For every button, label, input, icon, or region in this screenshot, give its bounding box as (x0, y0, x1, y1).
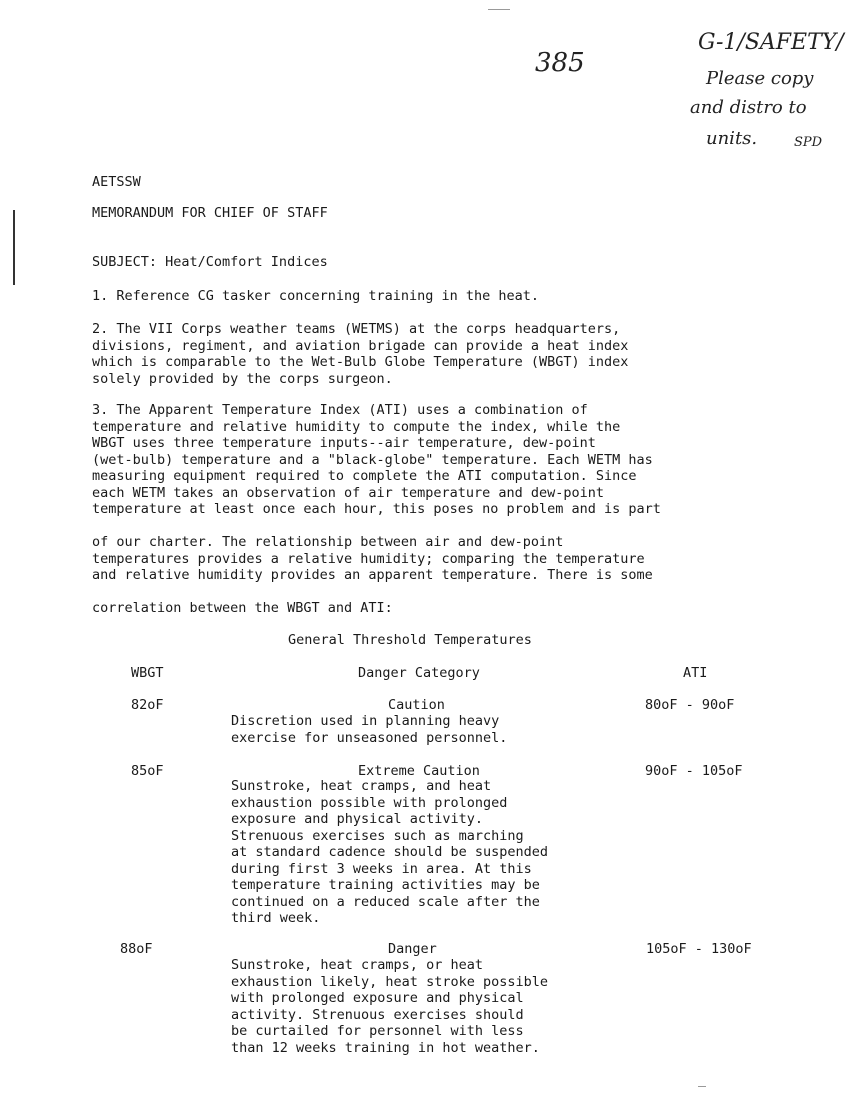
text-line: exhaustion possible with prolonged (231, 794, 508, 811)
table-row-category: Caution (388, 697, 445, 713)
text-line: solely provided by the corps surgeon. (92, 370, 393, 387)
handwritten-initials: SPD (794, 135, 823, 150)
text-line: exercise for unseasoned personnel. (231, 729, 508, 746)
text-line: 2. The VII Corps weather teams (WETMS) at the corps headquarters, (92, 321, 621, 337)
text-line: each WETM takes an observation of air temperature and dew-point (92, 484, 605, 501)
subject-line: SUBJECT: Heat/Comfort Indices (92, 254, 328, 270)
table-row-description (231, 778, 548, 927)
text-line: of our charter. The relationship between air and dew-point (92, 534, 564, 550)
text-line: activity. Strenuous exercises should (231, 1006, 524, 1023)
handwritten-note-line: and distro to (690, 97, 807, 118)
text-line: during first 3 weeks in area. At this (231, 860, 532, 877)
text-line: third week. (231, 910, 321, 926)
text-line: (wet-bulb) temperature and a "black-globe" temperature. Each WETM has (92, 451, 653, 468)
text-line: be curtailed for personnel with less (231, 1023, 524, 1039)
handwritten-page-number: 385 (535, 48, 585, 78)
table-row-wbgt: 88oF (120, 941, 153, 957)
text-line: exhaustion likely, heat stroke possible (231, 973, 548, 990)
office-symbol: AETSSW (92, 174, 141, 190)
text-line: temperatures provides a relative humidity; comparing the temperature (92, 550, 645, 567)
paragraph-3-end (92, 600, 393, 617)
text-line: measuring equipment required to complete the ATI computation. Since (92, 468, 637, 484)
text-line: and relative humidity provides an apparent temperature. There is some (92, 567, 653, 583)
text-line: Sunstroke, heat cramps, and heat (231, 778, 492, 794)
text-line: temperature training activities may be (231, 877, 540, 893)
table-row-ati: 80oF - 90oF (645, 697, 735, 713)
table-row-wbgt: 82oF (131, 697, 164, 713)
text-line: 1. Reference CG tasker concerning training in the heat. (92, 288, 540, 304)
text-line: with prolonged exposure and physical (231, 990, 524, 1006)
column-header-ati: ATI (683, 665, 708, 681)
text-line: Discretion used in planning heavy (231, 713, 500, 729)
text-line: 3. The Apparent Temperature Index (ATI) uses a combination of (92, 402, 588, 418)
text-line: divisions, regiment, and aviation brigade can provide a heat index (92, 337, 629, 354)
text-line: exposure and physical activity. (231, 811, 483, 827)
table-title: General Threshold Temperatures (288, 632, 532, 648)
paragraph-3-continued (92, 534, 653, 584)
scan-artifact (698, 1086, 706, 1087)
handwritten-note-line: Please copy (706, 68, 814, 89)
text-line: WBGT uses three temperature inputs--air temperature, dew-point (92, 435, 596, 451)
paragraph-1 (92, 288, 539, 305)
scan-artifact (488, 9, 510, 10)
table-row-category: Danger (388, 941, 437, 957)
table-row-wbgt: 85oF (131, 763, 164, 779)
text-line: Strenuous exercises such as marching (231, 827, 524, 844)
text-line: continued on a reduced scale after the (231, 893, 540, 910)
text-line: temperature and relative humidity to compute the index, while the (92, 418, 621, 435)
text-line: which is comparable to the Wet-Bulb Globe Temperature (WBGT) index (92, 354, 629, 370)
text-line: Sunstroke, heat cramps, or heat (231, 957, 483, 973)
table-row-description (231, 957, 548, 1056)
table-row-ati: 90oF - 105oF (645, 763, 743, 779)
text-line: temperature at least once each hour, this poses no problem and is part (92, 501, 661, 517)
handwritten-note-line: units. (706, 128, 758, 149)
table-row-ati: 105oF - 130oF (646, 941, 752, 957)
text-line: correlation between the WBGT and ATI: (92, 600, 393, 616)
paragraph-2 (92, 321, 628, 387)
text-line: at standard cadence should be suspended (231, 844, 548, 860)
handwritten-note-line: G-1/SAFETY/ (698, 30, 844, 55)
paragraph-3 (92, 402, 661, 518)
table-row-category: Extreme Caution (358, 763, 480, 779)
column-header-wbgt: WBGT (131, 665, 164, 681)
text-line: than 12 weeks training in hot weather. (231, 1039, 540, 1056)
margin-mark (13, 210, 15, 285)
column-header-danger-category: Danger Category (358, 665, 480, 681)
table-row-description (231, 713, 507, 746)
memo-for: MEMORANDUM FOR CHIEF OF STAFF (92, 205, 328, 221)
